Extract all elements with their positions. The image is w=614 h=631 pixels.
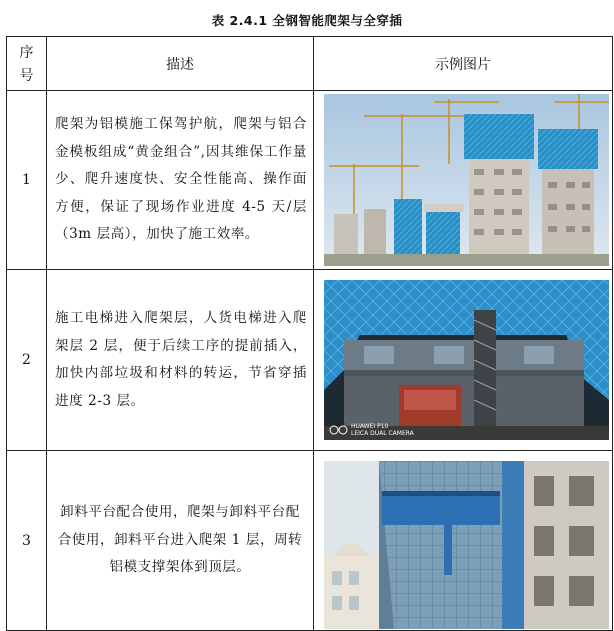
row-desc: 爬架为铝模施工保驾护航，爬架与铝合金模板组成“黄金组合”,因其维保工作量少、爬升速度快、安全性能高、操作面方便，保证了现场作业进度 4-5 天/层（3m 层高），加快了施工效率。 [47, 91, 314, 270]
climbing-frame-table [6, 36, 613, 631]
row-num: 2 [7, 270, 47, 451]
row-pic [314, 91, 613, 270]
header-num-label: 序号 [19, 44, 34, 84]
row-pic [314, 451, 613, 631]
row-pic [314, 270, 613, 451]
header-row [7, 37, 613, 91]
building-photo [324, 94, 609, 266]
header-desc: 描述 [47, 37, 314, 91]
table-row [7, 91, 613, 270]
camera-watermark-line: HUAWEI P10 [351, 423, 389, 430]
table-row [7, 270, 613, 451]
camera-watermark-line: LEICA DUAL CAMERA [351, 430, 414, 437]
table-title: 表 2.4.1 全钢智能爬架与全穿插 [211, 13, 403, 28]
row-num: 1 [7, 91, 47, 270]
row-desc: 施工电梯进入爬架层，人货电梯进入爬架层 2 层，便于后续工序的提前插入，加快内部垃圾和材料的转运，节省穿插进度 2-3 层。 [47, 270, 314, 451]
header-num [7, 37, 47, 91]
elevator-photo [324, 280, 609, 440]
table-row [7, 451, 613, 631]
row-num: 3 [7, 451, 47, 631]
header-pic: 示例图片 [314, 37, 613, 91]
row-desc: 卸料平台配合使用，爬架与卸料平台配合使用，卸料平台进入爬架 1 层，周转铝模支撑架体到顶层。 [47, 451, 314, 631]
platform-photo [324, 461, 609, 629]
